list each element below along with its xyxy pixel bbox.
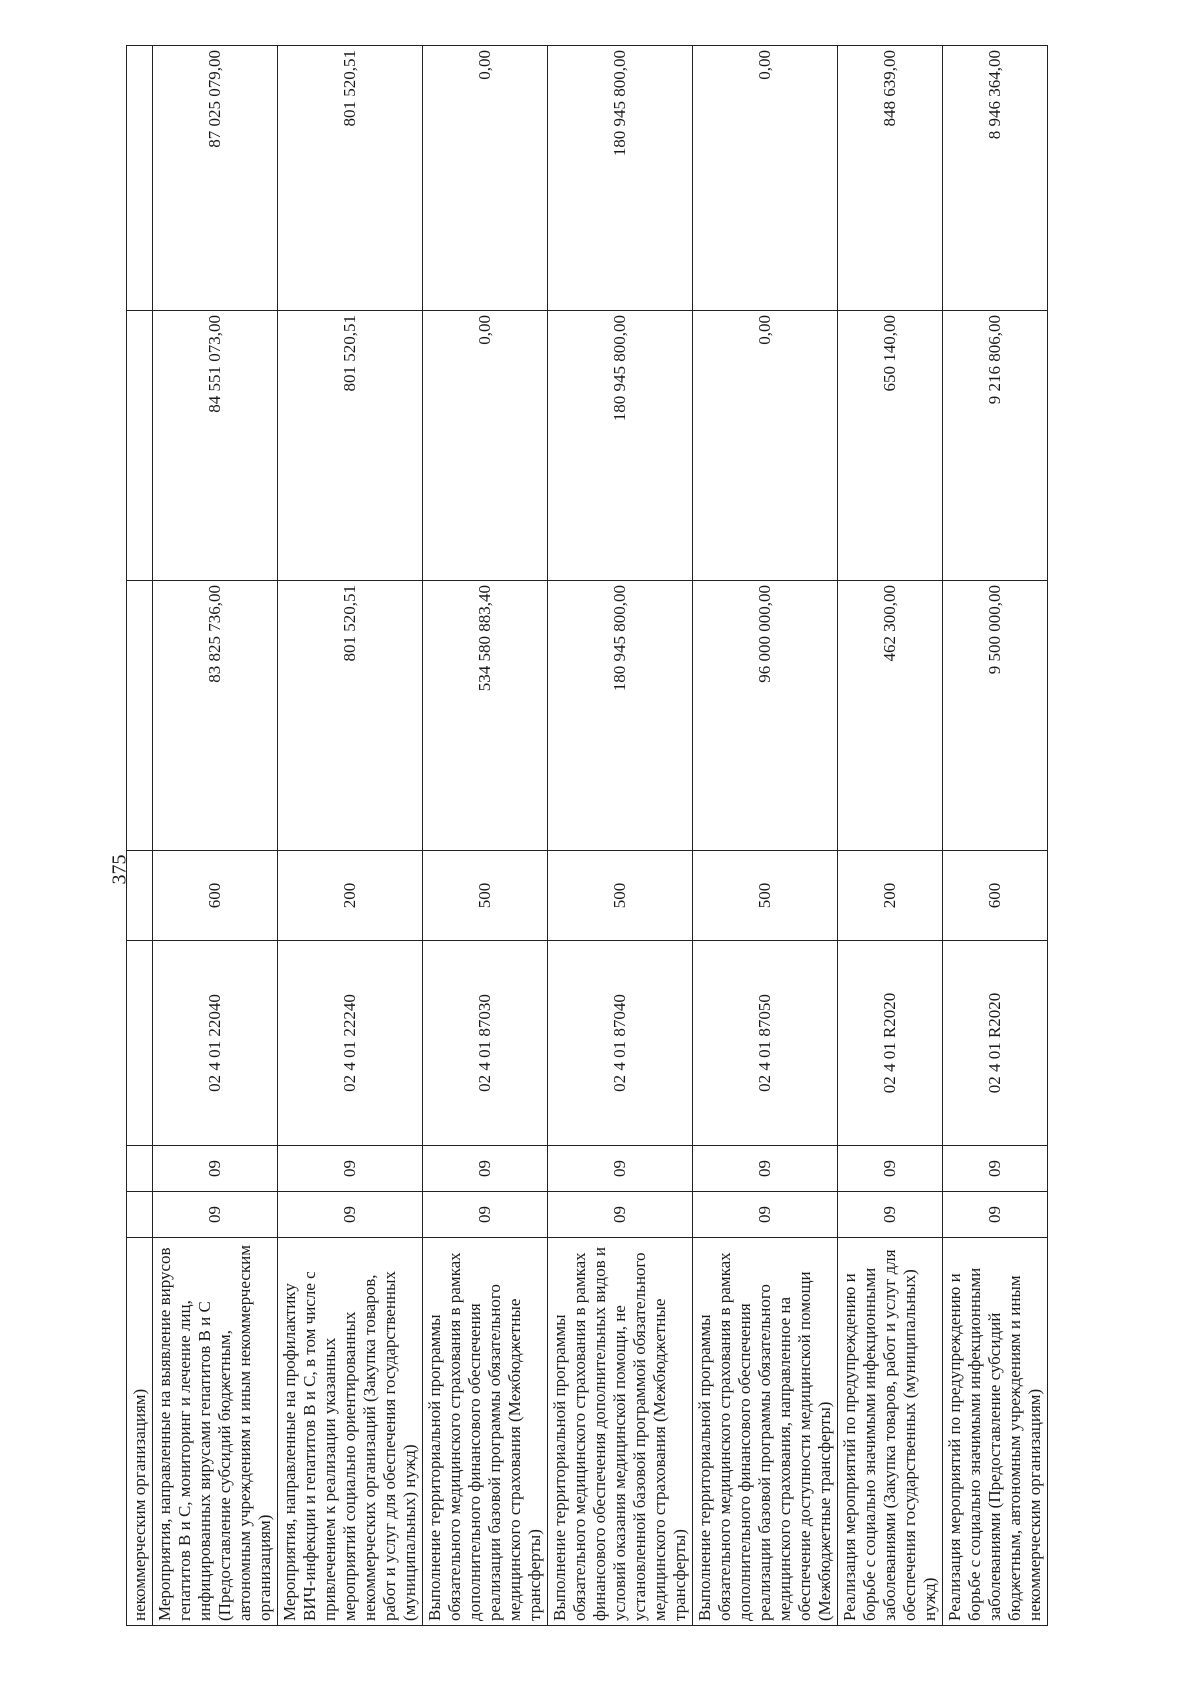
subsection-code: 09 [153,1146,278,1192]
expense-type-code [127,851,153,941]
target-article-code: 02 4 01 R2020 [943,941,1048,1146]
amount-year-1: 9 500 000,00 [943,581,1048,851]
section-code: 09 [693,1192,838,1238]
amount-year-2: 650 140,00 [838,311,943,581]
amount-year-2: 0,00 [423,311,548,581]
row-name: Выполнение территориальной программы обязательного медицинского страхования в рамках финансового обеспечения дополнительных видов и условий оказания медицинской помощи, не установленной базовой программой обязательного медицинского страхования (Межбюджетные трансферты) [548,1238,693,1626]
expense-type-code: 200 [838,851,943,941]
section-code: 09 [943,1192,1048,1238]
table-row [943,46,1048,1626]
section-code: 09 [423,1192,548,1238]
table-row [693,46,838,1626]
row-name: Выполнение территориальной программы обязательного медицинского страхования в рамках дополнительного финансового обеспечения реализации базовой программы обязательного медицинского страхования, направленное на обеспечение доступности медицинской помощи (Межбюджетные трансферты) [693,1238,838,1626]
subsection-code: 09 [838,1146,943,1192]
section-code: 09 [838,1192,943,1238]
subsection-code: 09 [278,1146,423,1192]
subsection-code: 09 [943,1146,1048,1192]
expense-type-code: 500 [548,851,693,941]
amount-year-1: 96 000 000,00 [693,581,838,851]
amount-year-1: 801 520,51 [278,581,423,851]
row-name: Реализация мероприятий по предупреждению и борьбе с социально значимыми инфекционными заболеваниями (Предоставление субсидий бюджетным, автономным учреждениям и иным некоммерческим организациям) [943,1238,1048,1626]
budget-table [126,45,1048,1626]
row-name: Мероприятия, направленные на профилактику ВИЧ-инфекции и гепатитов В и С, в том числе с привлечением к реализации указанных мероприятий социально ориентированных некоммерческих организаций (Закупка товаров, работ и услуг для обеспечения государственных (муниципальных) нужд) [278,1238,423,1626]
section-code [127,1192,153,1238]
amount-year-2: 9 216 806,00 [943,311,1048,581]
expense-type-code: 500 [693,851,838,941]
amount-year-2: 180 945 800,00 [548,311,693,581]
amount-year-3 [127,46,153,311]
target-article-code: 02 4 01 22240 [278,941,423,1146]
row-name: некоммерческим организациям) [127,1238,153,1626]
table-row [153,46,278,1626]
row-name: Выполнение территориальной программы обязательного медицинского страхования в рамках дополнительного финансового обеспечения реализации базовой программы обязательного медицинского страхования (Межбюджетные трансферты) [423,1238,548,1626]
subsection-code: 09 [423,1146,548,1192]
amount-year-1: 534 580 883,40 [423,581,548,851]
subsection-code: 09 [693,1146,838,1192]
table-body [127,46,1048,1626]
amount-year-3: 801 520,51 [278,46,423,311]
amount-year-3: 848 639,00 [838,46,943,311]
target-article-code [127,941,153,1146]
table-row [127,46,153,1626]
amount-year-3: 180 945 800,00 [548,46,693,311]
target-article-code: 02 4 01 R2020 [838,941,943,1146]
row-name: Мероприятия, направленные на выявление вирусов гепатитов В и С, мониторинг и лечение лиц, инфицированных вирусами гепатитов В и С (Предоставление субсидий бюджетным, автономным учреждениям и иным некоммерческим организациям) [153,1238,278,1626]
expense-type-code: 600 [153,851,278,941]
expense-type-code: 200 [278,851,423,941]
amount-year-2: 84 551 073,00 [153,311,278,581]
expense-type-code: 500 [423,851,548,941]
amount-year-2: 0,00 [693,311,838,581]
row-name: Реализация мероприятий по предупреждению и борьбе с социально значимыми инфекционными заболеваниями (Закупка товаров, работ и услуг для обеспечения государственных (муниципальных) нужд) [838,1238,943,1626]
subsection-code: 09 [548,1146,693,1192]
amount-year-1: 180 945 800,00 [548,581,693,851]
table-row [838,46,943,1626]
section-code: 09 [278,1192,423,1238]
target-article-code: 02 4 01 87030 [423,941,548,1146]
target-article-code: 02 4 01 87050 [693,941,838,1146]
amount-year-3: 8 946 364,00 [943,46,1048,311]
amount-year-3: 0,00 [423,46,548,311]
target-article-code: 02 4 01 87040 [548,941,693,1146]
rotated-page-content [126,46,1044,1626]
amount-year-2: 801 520,51 [278,311,423,581]
section-code: 09 [548,1192,693,1238]
amount-year-3: 87 025 079,00 [153,46,278,311]
amount-year-3: 0,00 [693,46,838,311]
target-article-code: 02 4 01 22040 [153,941,278,1146]
table-row [548,46,693,1626]
table-row [423,46,548,1626]
table-row [278,46,423,1626]
page-number: 375 [108,854,131,885]
amount-year-2 [127,311,153,581]
amount-year-1: 462 300,00 [838,581,943,851]
amount-year-1: 83 825 736,00 [153,581,278,851]
section-code: 09 [153,1192,278,1238]
expense-type-code: 600 [943,851,1048,941]
subsection-code [127,1146,153,1192]
amount-year-1 [127,581,153,851]
